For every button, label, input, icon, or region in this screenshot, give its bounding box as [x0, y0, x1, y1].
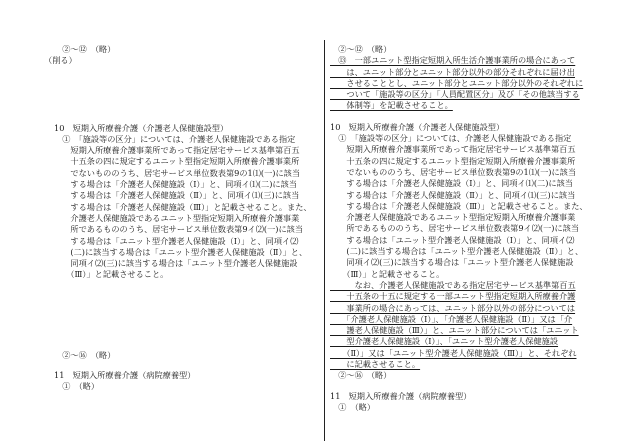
text-line: [330, 100, 598, 111]
text-line: [330, 235, 598, 246]
text-line: [330, 67, 598, 78]
line-text: する場合は「介護老人保健施設（Ⅱ）」と、同項イ⑴(三)に該当: [330, 189, 576, 200]
text-line: [330, 348, 598, 359]
line-text: する場合は「介護老人保健施設（Ⅲ）」と記載させること。また、: [330, 200, 588, 211]
right-item-2-12: ②～⑫ （略）: [330, 44, 392, 54]
text-line: [54, 156, 317, 167]
right-section-11-heading: 11 短期入所療養介護（病院療養型）: [330, 390, 472, 401]
text-line: [330, 190, 598, 201]
text-line: [54, 190, 317, 201]
column-divider: [324, 40, 325, 441]
text-line: [330, 78, 598, 89]
left-section-11-heading: 11 短期入所療養介護（病院療養型）: [54, 370, 196, 381]
line-text: する場合は「介護老人保健施設（Ⅰ）」と、同項イ⑴(二)に該当: [54, 179, 297, 190]
text-line: [54, 134, 317, 145]
text-line: [330, 212, 598, 223]
underlined-text: ⑬ 一部ユニット型指定短期入所生活介護事業所の場合にあって: [330, 55, 576, 66]
underlined-text: に記載させること。: [330, 359, 421, 370]
text-line: [330, 336, 598, 347]
text-line: [54, 247, 317, 258]
line-text: する場合は「介護老人保健施設（Ⅰ）」と、同項イ⑴(二)に該当: [330, 178, 573, 189]
line-text: (二)に該当する場合は「ユニット型介護老人保健施設（Ⅱ）」と、: [330, 246, 584, 257]
underlined-text: なお、介護老人保健施設である指定居宅サービス基準第百五: [330, 279, 576, 290]
line-text: 短期入所療養介護事業所であって指定居宅サービス基準第百五: [330, 144, 576, 155]
text-line: [54, 202, 317, 213]
left-item-2-12: ②～⑫ （略）: [54, 44, 116, 54]
text-line: [330, 201, 598, 212]
underlined-text: 体制等」を記載させること。: [330, 100, 453, 111]
right-section-10-item-1-added: [330, 280, 598, 370]
underlined-text: 護老人保健施設（Ⅲ）」と、ユニット部分については「ユニット: [330, 325, 579, 336]
text-line: [330, 325, 598, 336]
right-section-10-item-1: [330, 133, 598, 280]
line-text: する場合は「ユニット型介護老人保健施設（Ⅰ）」と、同項イ⑵: [330, 234, 575, 245]
line-text: （Ⅲ）」と記載させること。: [54, 269, 169, 280]
line-text: でないもののうち、居宅サービス単位数表第9の1⑴(一)に該当: [330, 166, 577, 177]
underlined-text: ついて「施設等の区分」「人員配置区分」及び「その他該当する: [330, 89, 580, 100]
text-line: [330, 303, 598, 314]
text-line: [54, 224, 317, 235]
line-text: （Ⅲ）」と記載させること。: [330, 268, 445, 279]
underlined-text: させることとし、ユニット部分とユニット部分以外のそれぞれに: [330, 77, 584, 88]
right-section-10-heading: 10 短期入所療養介護（介護老人保健施設型）: [330, 121, 505, 132]
left-column: [44, 44, 317, 393]
underlined-text: 型介護老人保健施設（Ⅰ）」、「ユニット型介護老人保健施設: [330, 336, 559, 347]
line-text: する場合は「介護老人保健施設（Ⅲ）」と記載させること。また、: [54, 201, 312, 212]
line-text: 同項イ⑵(三)に該当する場合は「ユニット型介護老人保健施設: [54, 258, 298, 269]
text-line: [330, 167, 598, 178]
line-text: (二)に該当する場合は「ユニット型介護老人保健施設（Ⅱ）」と、: [54, 246, 308, 257]
line-text: する場合は「ユニット型介護老人保健施設（Ⅰ）」と、同項イ⑵: [54, 235, 299, 246]
text-line: [330, 133, 598, 144]
right-column: [330, 44, 598, 413]
line-text: する場合は「介護老人保健施設（Ⅱ）」と、同項イ⑴(三)に該当: [54, 190, 300, 201]
text-line: [54, 213, 317, 224]
line-text: 介護老人保健施設であるユニット型指定短期入所療養介護事業: [54, 212, 300, 223]
text-line: [330, 257, 598, 268]
underlined-text: 事業所の場合にあっては、ユニット部分以外の部分については: [330, 302, 576, 313]
text-line: [330, 359, 598, 370]
left-item-2-16: ②～⑯ （略）: [54, 349, 116, 360]
line-text: ① 「施設等の区分」については、介護老人保健施設である指定: [54, 133, 296, 144]
text-line: [330, 314, 598, 325]
text-line: [54, 236, 317, 247]
underlined-text: は、ユニット部分とユニット部分以外の部分それぞれに届け出: [330, 66, 575, 77]
left-section-10-item-1: [54, 134, 317, 281]
text-line: [330, 156, 598, 167]
underlined-text: （Ⅱ）」又は「ユニット型介護老人保健施設（Ⅲ）」と、それぞれ: [330, 347, 577, 358]
line-text: 所であるもののうち、居宅サービス単位数表第9イ⑵(一)に該当: [54, 224, 304, 235]
right-item-2-16: ②～⑯ （略）: [330, 370, 392, 381]
text-line: [54, 145, 317, 156]
right-item-13-added: [330, 55, 598, 111]
text-line: [54, 179, 317, 190]
line-text: でないもののうち、居宅サービス単位数表第9の1⑴(一)に該当: [54, 167, 301, 178]
line-text: 介護老人保健施設であるユニット型指定短期入所療養介護事業: [330, 212, 576, 223]
text-line: [330, 55, 598, 66]
right-section-11-item-1: ① （略）: [330, 401, 376, 412]
text-line: [330, 223, 598, 234]
text-line: [330, 280, 598, 291]
underlined-text: 十五条の十五に規定する一部ユニット型指定短期入所療養介護: [330, 291, 576, 302]
text-line: [54, 168, 317, 179]
text-line: [54, 258, 317, 269]
text-line: [54, 269, 317, 280]
line-text: 短期入所療養介護事業所であって指定居宅サービス基準第百五: [54, 145, 300, 156]
text-line: [330, 89, 598, 100]
left-deleted-marker: （削る）: [44, 55, 77, 66]
line-text: ① 「施設等の区分」については、介護老人保健施設である指定: [330, 133, 572, 144]
text-line: [330, 291, 598, 302]
line-text: 十五条の四に規定するユニット型指定短期入所療養介護事業所: [54, 156, 300, 167]
text-line: [330, 269, 598, 280]
line-text: 同項イ⑵(三)に該当する場合は「ユニット型介護老人保健施設: [330, 257, 574, 268]
text-line: [330, 246, 598, 257]
text-line: [330, 178, 598, 189]
line-text: 十五条の四に規定するユニット型指定短期入所療養介護事業所: [330, 155, 576, 166]
line-text: 所であるもののうち、居宅サービス単位数表第9イ⑵(一)に該当: [330, 223, 580, 234]
left-section-10-heading: 10 短期入所療養介護（介護老人保健施設型）: [54, 122, 229, 133]
left-section-11-item-1: ① （略）: [54, 381, 100, 392]
text-line: [330, 144, 598, 155]
underlined-text: 「介護老人保健施設（Ⅰ）」、「介護老人保健施設（Ⅱ）」又は「介: [330, 313, 573, 324]
